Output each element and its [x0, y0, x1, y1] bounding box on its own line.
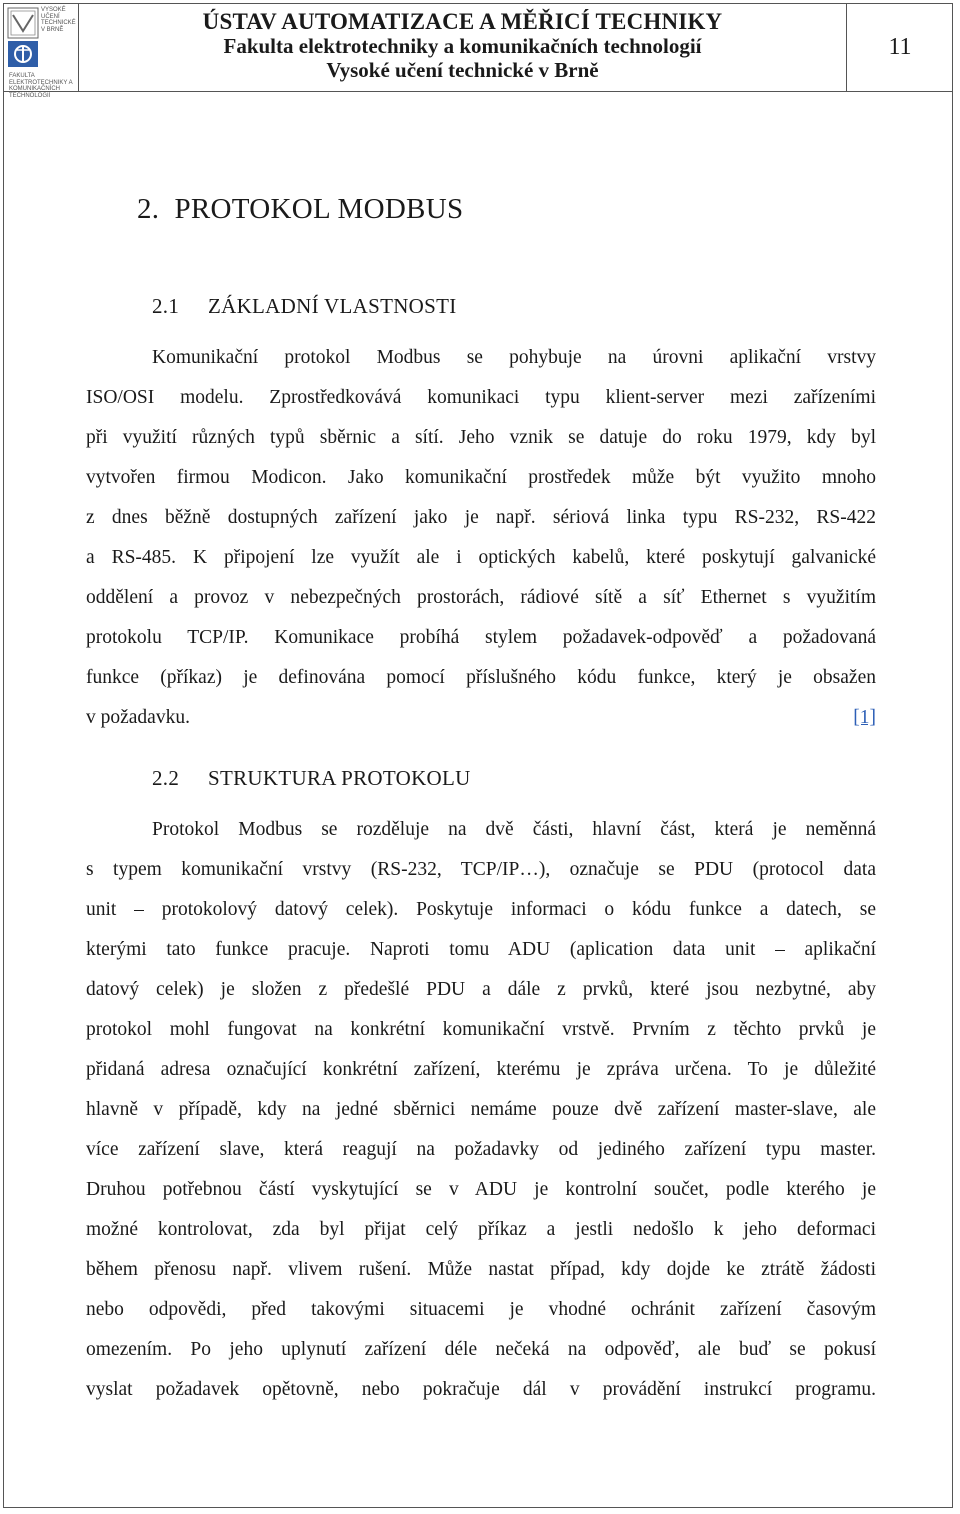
institute-name: ÚSTAV AUTOMATIZACE A MĚŘICÍ TECHNIKY — [202, 9, 723, 34]
section-number: 2.1 — [152, 294, 180, 318]
page-number: 11 — [888, 34, 912, 60]
section-title: STRUKTURA PROTOKOLU — [208, 766, 471, 790]
header-titles — [79, 3, 847, 91]
text-line: nebo odpovědi, před takovými situacemi je vhodné ochránit zařízení časovým — [86, 1299, 876, 1320]
paragraph-basic-properties — [86, 338, 876, 738]
text-line: unit – protokolový datový celek). Poskytuje informaci o kódu funkce a datech, se — [86, 899, 876, 920]
faculty-name: Fakulta elektrotechniky a komunikačních technologií — [223, 34, 702, 58]
text-line-last — [86, 698, 876, 738]
section-title: ZÁKLADNÍ VLASTNOSTI — [208, 294, 457, 318]
text-line: více zařízení slave, která reagují na požadavky od jediného zařízení typu master. — [86, 1139, 876, 1160]
text-line: při využití různých typů sběrnic a sítí. Jeho vznik se datuje do roku 1979, kdy byl — [86, 427, 876, 448]
citation-link[interactable]: [1] — [853, 707, 876, 728]
text-line: během přenosu např. vlivem rušení. Může nastat případ, kdy dojde ke ztrátě žádosti — [86, 1259, 876, 1280]
text-line: funkce (příkaz) je definována pomocí příslušného kódu funkce, který je obsažen — [86, 667, 876, 688]
chapter-title: PROTOKOL MODBUS — [174, 193, 464, 225]
text-line: protokol mohl fungovat na konkrétní komunikační vrstvě. Prvním z těchto prvků je — [86, 1019, 876, 1040]
logo-emblem-icon — [7, 7, 39, 69]
section-number: 2.2 — [152, 766, 180, 790]
text-line: Komunikační protokol Modbus se pohybuje na úrovni aplikační vrstvy — [152, 347, 876, 368]
text-line: kterými tato funkce pracuje. Naproti tomu ADU (aplication data unit – aplikační — [86, 939, 876, 960]
text-line: možné kontrolovat, zda byl přijat celý příkaz a jestli nedošlo k jeho deformaci — [86, 1219, 876, 1240]
text-line: oddělení a provoz v nebezpečných prostorách, rádiové sítě a síť Ethernet s využitím — [86, 587, 876, 608]
section-heading-2-2 — [152, 766, 471, 791]
text-line: Protokol Modbus se rozděluje na dvě části, hlavní část, která je neměnná — [152, 819, 876, 840]
chapter-heading — [137, 193, 463, 226]
last-line-text: v požadavku. — [86, 707, 190, 728]
text-line: ISO/OSI modelu. Zprostředkovává komunikaci typu klient-server mezi zařízeními — [86, 387, 876, 408]
text-line: hlavně v případě, kdy na jedné sběrnici nemáme pouze dvě zařízení master-slave, ale — [86, 1099, 876, 1120]
text-line: Druhou potřebnou částí vyskytující se v ADU je kontrolní součet, podle kterého je — [86, 1179, 876, 1200]
text-line: přidaná adresa označující konkrétní zařízení, kterému je zpráva určena. To je důležité — [86, 1059, 876, 1080]
chapter-number: 2. — [137, 193, 160, 225]
text-line: datový celek) je složen z předešlé PDU a dále z prvků, které jsou nezbytné, aby — [86, 979, 876, 1000]
text-line: vyslat požadavek opětovně, nebo pokračuje dál v provádění instrukcí programu. — [86, 1379, 876, 1400]
faculty-logo — [3, 3, 79, 99]
text-line: vytvořen firmou Modicon. Jako komunikační prostředek může být využito mnoho — [86, 467, 876, 488]
paragraph-protocol-structure — [86, 810, 876, 1410]
text-line: s typem komunikační vrstvy (RS-232, TCP/IP…), označuje se PDU (protocol data — [86, 859, 876, 880]
text-line: a RS-485. K připojení lze využít ale i optických kabelů, které poskytují galvanické — [86, 547, 876, 568]
page-header — [3, 3, 953, 99]
text-line: protokolu TCP/IP. Komunikace probíhá stylem požadavek-odpověď a požadovaná — [86, 627, 876, 648]
university-name: Vysoké učení technické v Brně — [326, 58, 599, 82]
text-line: z dnes běžně dostupných zařízení jako je např. sériová linka typu RS-232, RS-422 — [86, 507, 876, 528]
logo-top-text: VYSOKÉ UČENÍ TECHNICKÉ V BRNĚ — [41, 7, 76, 33]
text-line: omezením. Po jeho uplynutí zařízení déle nečeká na odpověď, ale buď se pokusí — [86, 1339, 876, 1360]
logo-bottom-text: FAKULTA ELEKTROTECHNIKY A KOMUNIKAČNÍCH TECHNOLOGIÍ — [9, 73, 73, 99]
section-heading-2-1 — [152, 294, 457, 319]
